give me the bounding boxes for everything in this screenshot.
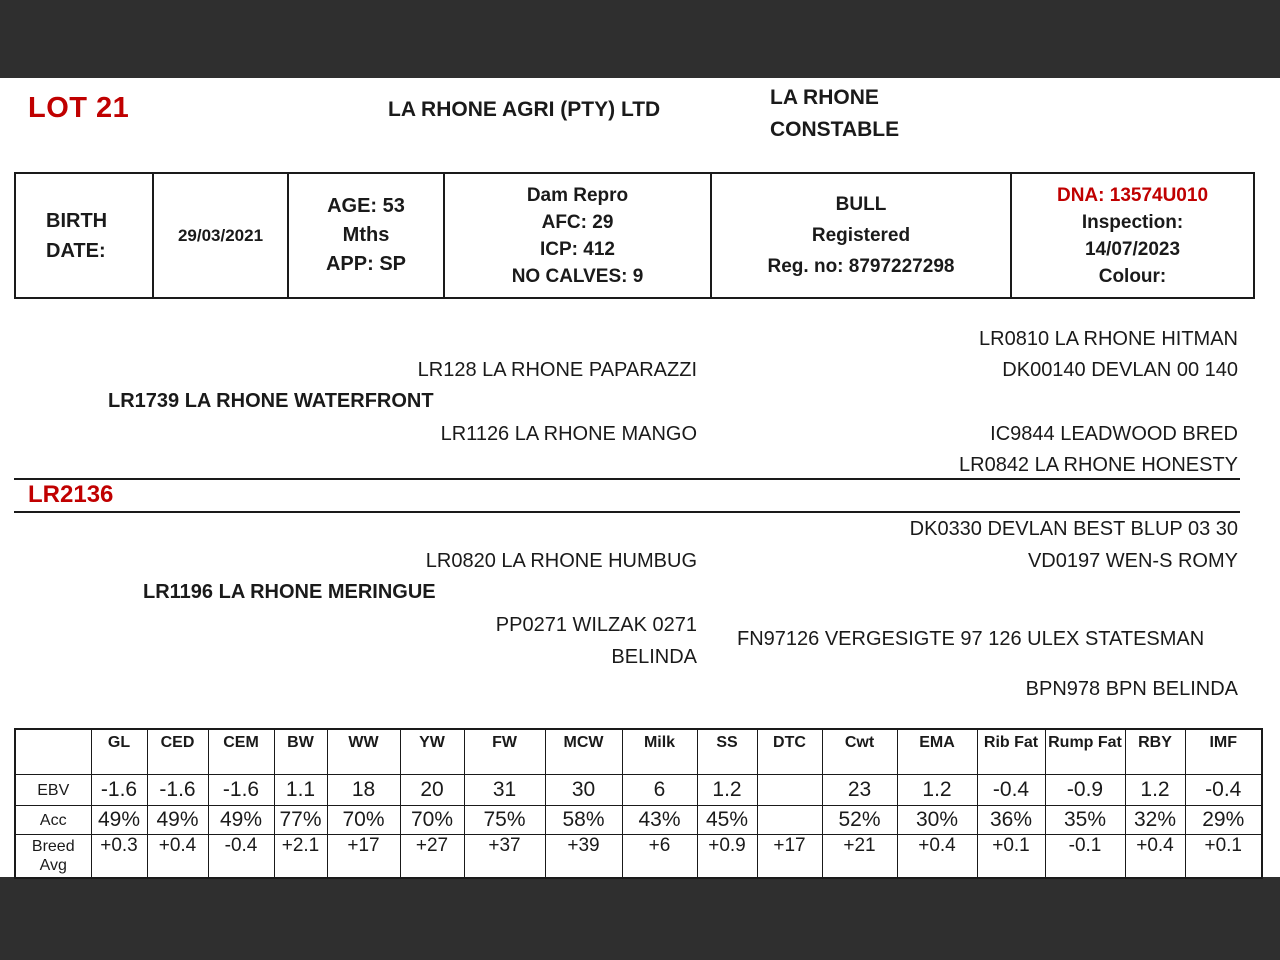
- ebv-value-cell: -0.4: [208, 835, 274, 879]
- ebv-value-cell: 20: [400, 775, 464, 806]
- pedigree-dam-sire: LR0820 LA RHONE HUMBUG: [425, 550, 697, 572]
- ebv-column-header: Rib Fat: [977, 729, 1045, 775]
- birth-date-value-cell: [153, 173, 288, 298]
- ebv-value-cell: +27: [400, 835, 464, 879]
- ebv-column-header: Milk: [622, 729, 697, 775]
- age-line: APP: SP: [325, 253, 407, 275]
- ebv-value-cell: 49%: [208, 806, 274, 835]
- lot-number: LOT 21: [28, 92, 130, 124]
- ebv-column-header: BW: [274, 729, 327, 775]
- company-title: LA RHONE AGRI (PTY) LTD: [388, 98, 661, 121]
- ebv-value-cell: +21: [822, 835, 897, 879]
- ebv-value-cell: +39: [545, 835, 622, 879]
- ebv-row-label: Acc: [15, 806, 91, 835]
- ebv-column-header: GL: [91, 729, 147, 775]
- age-cell: [288, 173, 444, 298]
- ebv-value-cell: 36%: [977, 806, 1045, 835]
- ebv-column-header: MCW: [545, 729, 622, 775]
- ebv-value-cell: +0.1: [977, 835, 1045, 879]
- pedigree-dam-dam-line2: BELINDA: [611, 646, 697, 668]
- ebv-value-cell: +17: [757, 835, 822, 879]
- ebv-column-header: IMF: [1185, 729, 1262, 775]
- ebv-value-cell: 77%: [274, 806, 327, 835]
- registration-line: BULL: [835, 194, 887, 215]
- dam-repro-cell: [444, 173, 711, 298]
- ebv-header-row: [15, 729, 1262, 775]
- age-line: Mths: [342, 224, 390, 246]
- ebv-value-cell: 35%: [1045, 806, 1125, 835]
- ebv-row-label: EBV: [15, 775, 91, 806]
- ebv-value-cell: +2.1: [274, 835, 327, 879]
- ebv-column-header: SS: [697, 729, 757, 775]
- inspection-line: 14/07/2023: [1084, 238, 1181, 260]
- registration-cell: [711, 173, 1011, 298]
- pedigree-divider-bottom: [14, 511, 1240, 513]
- birth-date-label: BIRTH DATE:: [46, 209, 108, 262]
- ebv-value-cell: +6: [622, 835, 697, 879]
- pedigree-dam-sire-dam: VD0197 WEN-S ROMY: [1027, 550, 1238, 572]
- pedigree-sire-sire-sire: LR0810 LA RHONE HITMAN: [979, 328, 1238, 350]
- ebv-value-cell: -0.1: [1045, 835, 1125, 879]
- ebv-column-header: CEM: [208, 729, 274, 775]
- ebv-column-header: EMA: [897, 729, 977, 775]
- pedigree-dam-dam-dam: BPN978 BPN BELINDA: [1025, 678, 1238, 700]
- pedigree-animal-id: LR2136: [28, 481, 114, 508]
- ebv-value-cell: +0.4: [897, 835, 977, 879]
- ebv-value-cell: +0.4: [1125, 835, 1185, 879]
- info-table: [14, 172, 1255, 299]
- age-line: AGE: 53: [327, 195, 405, 217]
- ebv-row-label: Breed Avg: [15, 835, 91, 879]
- ebv-value-cell: 1.2: [1125, 775, 1185, 806]
- ebv-column-header: WW: [327, 729, 400, 775]
- pedigree-dam-dam-sire: FN97126 VERGESIGTE 97 126 ULEX STATESMAN: [737, 628, 1205, 650]
- pedigree-sire-sire: LR128 LA RHONE PAPARAZZI: [417, 359, 697, 381]
- ebv-column-header: FW: [464, 729, 545, 775]
- ebv-row: [15, 806, 1262, 835]
- ebv-value-cell: 1.2: [697, 775, 757, 806]
- pedigree-sire: LR1739 LA RHONE WATERFRONT: [108, 390, 434, 412]
- dam-repro-line: Dam Repro: [526, 184, 629, 206]
- ebv-value-cell: +0.3: [91, 835, 147, 879]
- ebv-value-cell: 49%: [91, 806, 147, 835]
- ebv-value-cell: +0.1: [1185, 835, 1262, 879]
- top-black-bar: [0, 0, 1280, 78]
- ebv-value-cell: 29%: [1185, 806, 1262, 835]
- ebv-column-header: Rump Fat: [1045, 729, 1125, 775]
- ebv-value-cell: +0.4: [147, 835, 208, 879]
- ebv-value-cell: 58%: [545, 806, 622, 835]
- ebv-value-cell: [757, 775, 822, 806]
- ebv-value-cell: +37: [464, 835, 545, 879]
- pedigree-divider-top: [14, 478, 1240, 480]
- ebv-table: [14, 728, 1263, 879]
- ebv-row: [15, 835, 1262, 879]
- ebv-value-cell: 43%: [622, 806, 697, 835]
- ebv-value-cell: 70%: [327, 806, 400, 835]
- ebv-value-cell: -1.6: [208, 775, 274, 806]
- bottom-black-bar: [0, 877, 1280, 960]
- dna-inspection-cell: [1011, 173, 1254, 298]
- pedigree-sire-dam: LR1126 LA RHONE MANGO: [440, 423, 697, 445]
- ebv-value-cell: -0.9: [1045, 775, 1125, 806]
- registration-line: Registered: [811, 225, 911, 246]
- ebv-value-cell: -1.6: [91, 775, 147, 806]
- ebv-value-cell: 30: [545, 775, 622, 806]
- ebv-value-cell: -1.6: [147, 775, 208, 806]
- ebv-value-cell: 1.1: [274, 775, 327, 806]
- dam-repro-line: AFC: 29: [541, 211, 614, 233]
- ebv-corner-cell: [15, 729, 91, 775]
- ebv-value-cell: 1.2: [897, 775, 977, 806]
- registration-line: Reg. no: 8797227298: [767, 256, 955, 277]
- ebv-value-cell: 45%: [697, 806, 757, 835]
- ebv-column-header: RBY: [1125, 729, 1185, 775]
- ebv-value-cell: +0.9: [697, 835, 757, 879]
- pedigree-sire-sire-dam: DK00140 DEVLAN 00 140: [1002, 359, 1238, 381]
- pedigree-sire-dam-dam: LR0842 LA RHONE HONESTY: [959, 454, 1238, 476]
- ebv-value-cell: 18: [327, 775, 400, 806]
- pedigree-dam-dam-line1: PP0271 WILZAK 0271: [495, 614, 697, 636]
- ebv-value-cell: +17: [327, 835, 400, 879]
- ebv-value-cell: 6: [622, 775, 697, 806]
- ebv-value-cell: 70%: [400, 806, 464, 835]
- ebv-value-cell: 31: [464, 775, 545, 806]
- ebv-row: [15, 775, 1262, 806]
- pedigree-dam-sire-sire: DK0330 DEVLAN BEST BLUP 03 30: [909, 518, 1238, 540]
- ebv-value-cell: [757, 806, 822, 835]
- birth-date-label-cell: [15, 173, 153, 298]
- ebv-column-header: YW: [400, 729, 464, 775]
- ebv-column-header: CED: [147, 729, 208, 775]
- inspection-line: Inspection:: [1081, 211, 1184, 233]
- ebv-value-cell: 52%: [822, 806, 897, 835]
- dam-repro-line: NO CALVES: 9: [511, 265, 644, 287]
- ebv-value-cell: 32%: [1125, 806, 1185, 835]
- animal-name-title: LA RHONE CONSTABLE: [770, 86, 900, 141]
- ebv-value-cell: -0.4: [977, 775, 1045, 806]
- inspection-line: Colour:: [1098, 265, 1167, 287]
- ebv-value-cell: 23: [822, 775, 897, 806]
- birth-date-value: 29/03/2021: [177, 225, 264, 245]
- ebv-column-header: Cwt: [822, 729, 897, 775]
- ebv-value-cell: 49%: [147, 806, 208, 835]
- pedigree-sire-dam-sire: IC9844 LEADWOOD BRED: [990, 423, 1238, 445]
- ebv-column-header: DTC: [757, 729, 822, 775]
- ebv-value-cell: 75%: [464, 806, 545, 835]
- dam-repro-line: ICP: 412: [540, 238, 615, 260]
- pedigree-dam: LR1196 LA RHONE MERINGUE: [143, 581, 436, 603]
- ebv-value-cell: -0.4: [1185, 775, 1262, 806]
- ebv-value-cell: 30%: [897, 806, 977, 835]
- dna-number: DNA: 13574U010: [1056, 184, 1209, 206]
